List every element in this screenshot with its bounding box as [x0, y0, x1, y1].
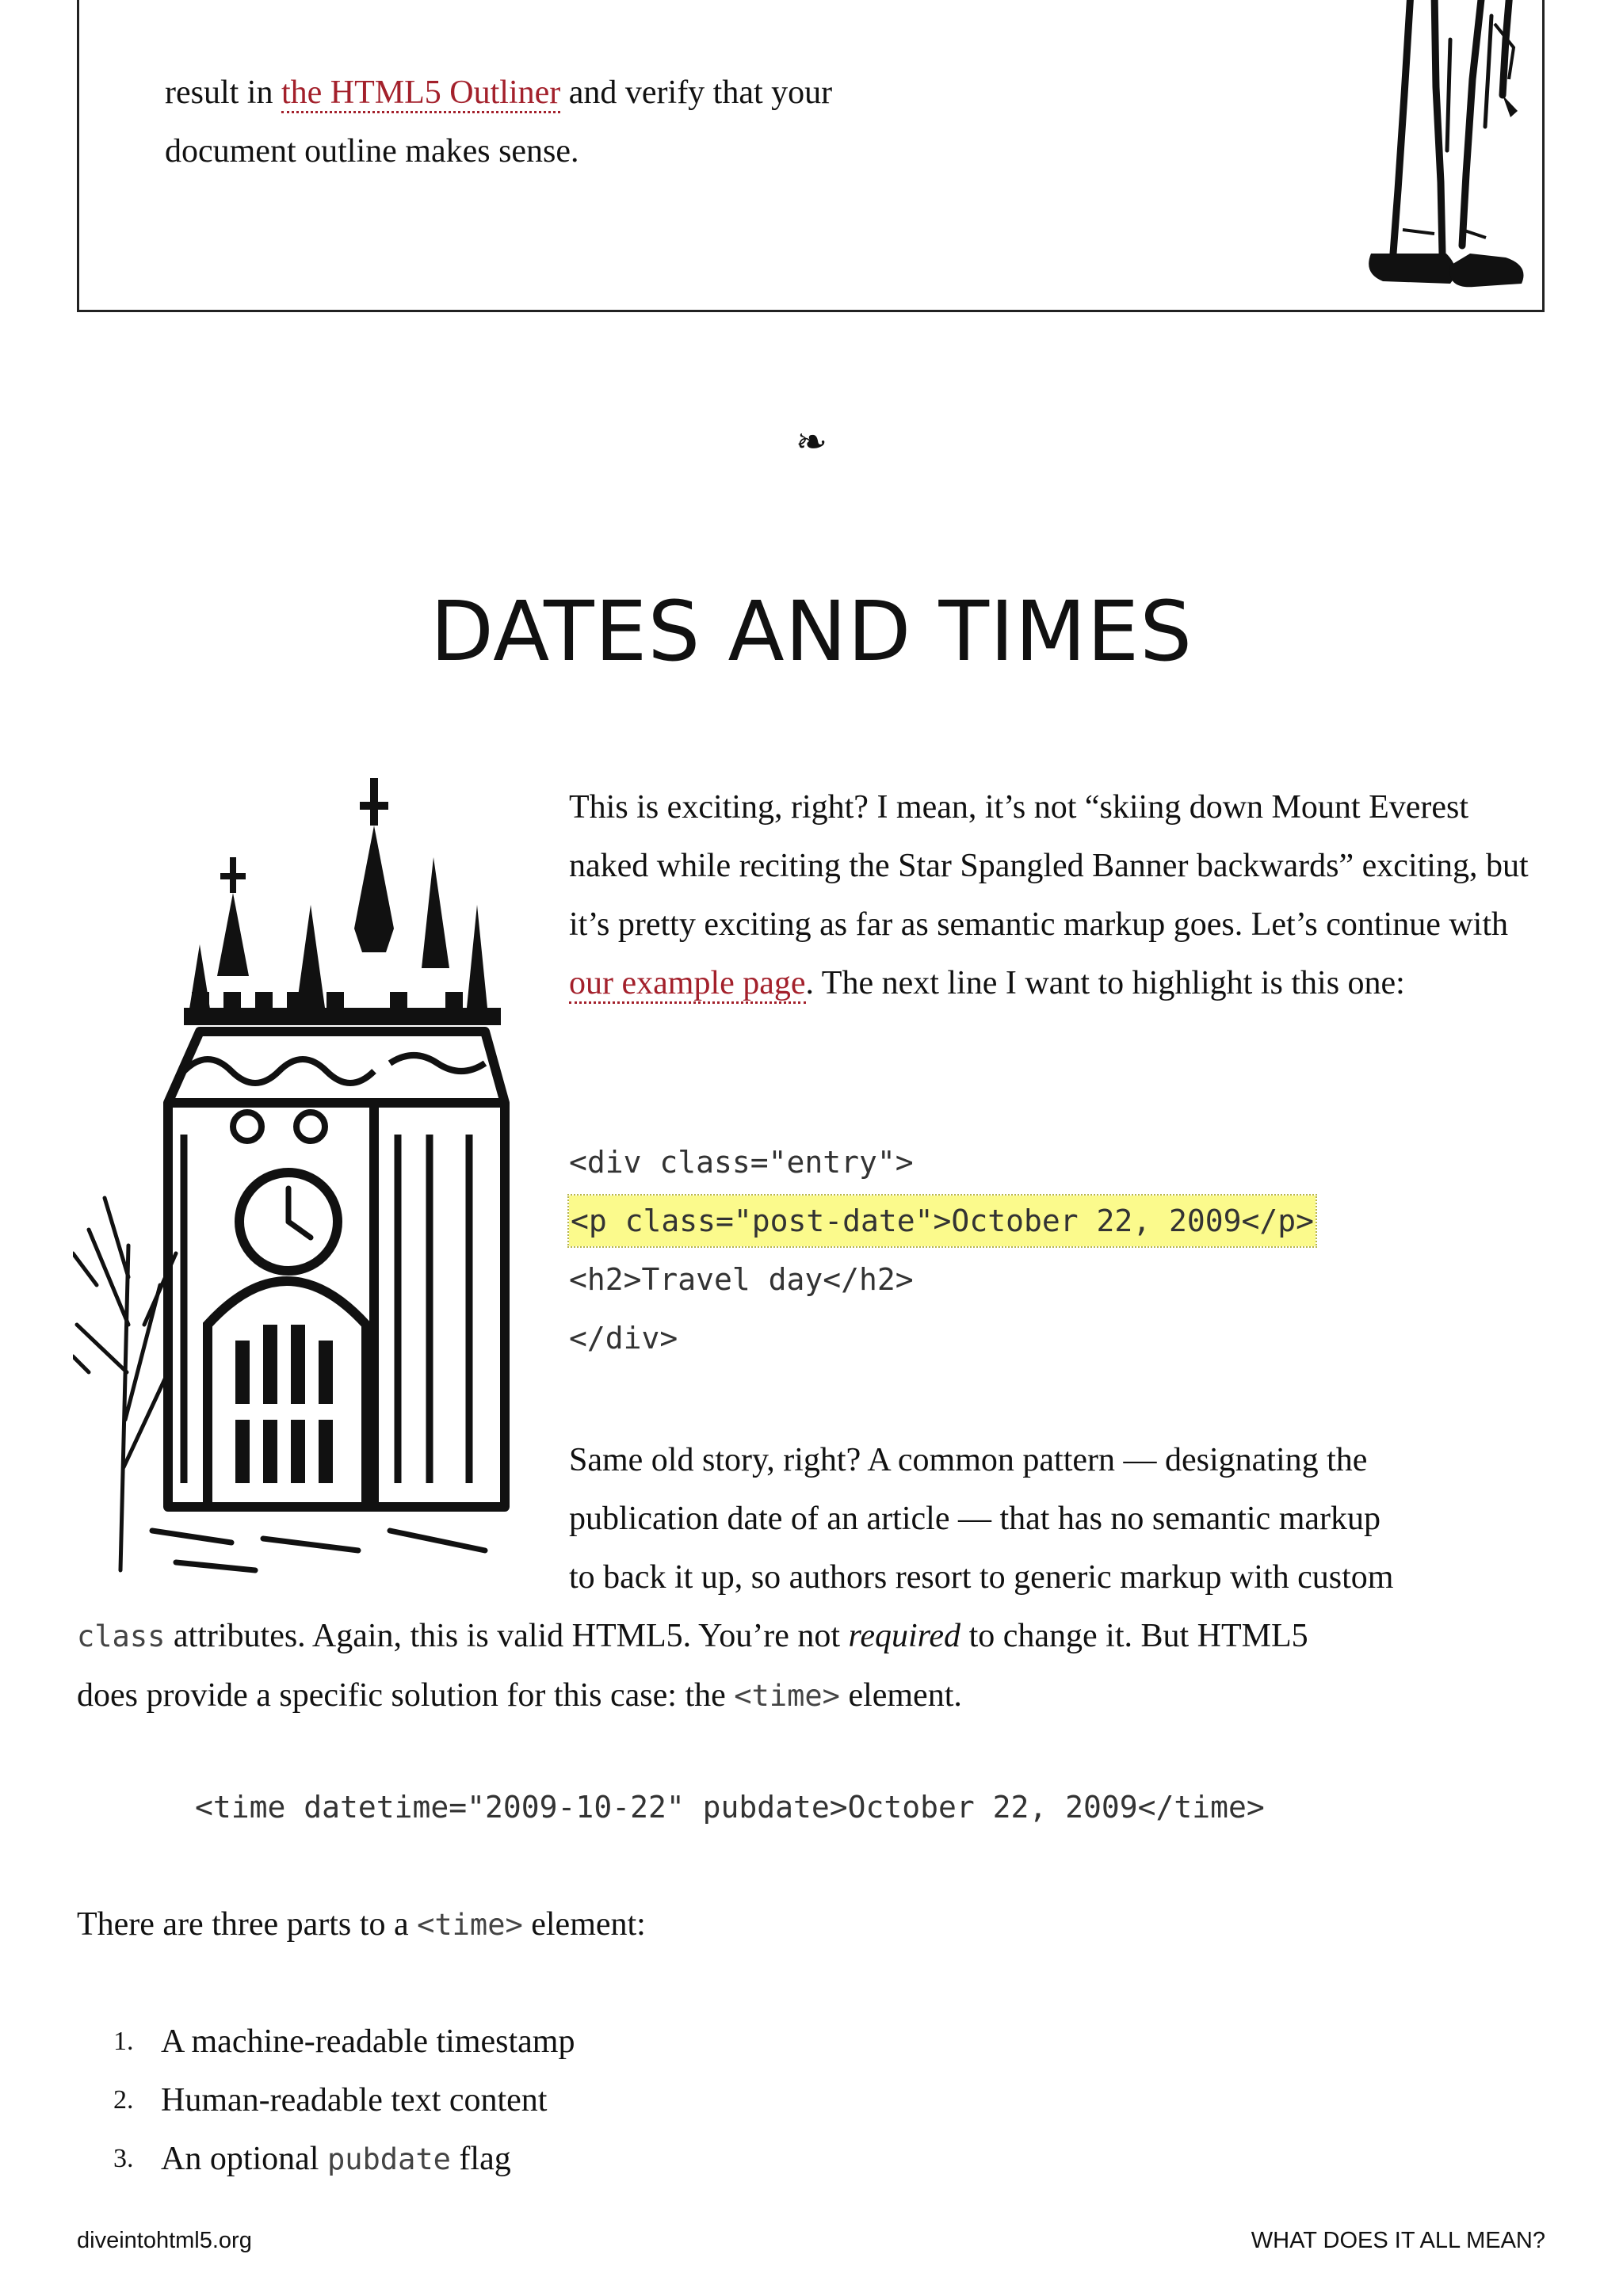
paragraph-line: publication date of an article — that has no semantic markup	[569, 1501, 1381, 1537]
pubdate-code: pubdate	[327, 2142, 451, 2176]
highlighted-code: <p class="post-date">October 22, 2009</p>	[569, 1196, 1316, 1246]
callout-box	[77, 0, 1545, 312]
footer-chapter-title: WHAT DOES IT ALL MEAN?	[1251, 2228, 1545, 2253]
time-element-code: <time>	[417, 1908, 523, 1942]
list-item: 3. An optional pubdate flag	[77, 2130, 575, 2188]
walking-feet-illustration	[1316, 0, 1545, 309]
class-code: class	[77, 1619, 166, 1653]
list-number: 1.	[113, 2027, 134, 2056]
parts-list	[77, 2012, 575, 2188]
list-number: 2.	[113, 2085, 134, 2115]
code-line: </div>	[569, 1321, 678, 1356]
callout-line-2: document outline makes sense.	[165, 133, 579, 170]
list-number: 3.	[113, 2144, 134, 2173]
list-item: 2. Human-readable text content	[77, 2071, 575, 2130]
footer-site-name: diveintohtml5.org	[77, 2228, 252, 2253]
list-item: 1. A machine-readable timestamp	[77, 2012, 575, 2071]
callout-line-1: result in the HTML5 Outliner and verify that your	[165, 63, 1037, 122]
section-title: DATES AND TIMES	[430, 583, 1193, 680]
required-emphasis: required	[848, 1618, 961, 1654]
paragraph-line: does provide a specific solution for this case: the <time> element.	[77, 1677, 962, 1714]
paragraph-line: to back it up, so authors resort to generic markup with custom	[569, 1559, 1394, 1596]
paragraph-line: class attributes. Again, this is valid HTML5. You’re not required to change it. But HTML5	[77, 1618, 1308, 1654]
code-block-time: <time datetime="2009-10-22" pubdate>October 22, 2009</time>	[195, 1790, 1265, 1825]
code-line: <div class="entry">	[569, 1145, 914, 1180]
parts-intro: There are three parts to a <time> element:	[77, 1906, 646, 1943]
pattern-paragraph	[77, 1431, 1551, 1726]
paragraph-line: Same old story, right? A common pattern — designating the	[569, 1442, 1368, 1478]
example-page-link[interactable]: our example page	[569, 965, 806, 1004]
code-line-highlighted	[569, 1192, 1316, 1250]
code-block-entry	[569, 1133, 1316, 1367]
code-line: <h2>Travel day</h2>	[569, 1262, 914, 1297]
intro-paragraph: This is exciting, right? I mean, it’s not “skiing down Mount Everest naked while reciting the Star Spangled Banner backwards” exciting, but it’s pretty exciting as far as semantic markup goes. Let’s continue with our example page. The next line I want to highlight is this one:	[569, 778, 1552, 1013]
callout-text	[165, 63, 1037, 181]
fleuron-ornament-icon: ❧	[795, 420, 828, 464]
time-element-code: <time>	[734, 1679, 840, 1713]
html5-outliner-link[interactable]: the HTML5 Outliner	[281, 74, 560, 113]
